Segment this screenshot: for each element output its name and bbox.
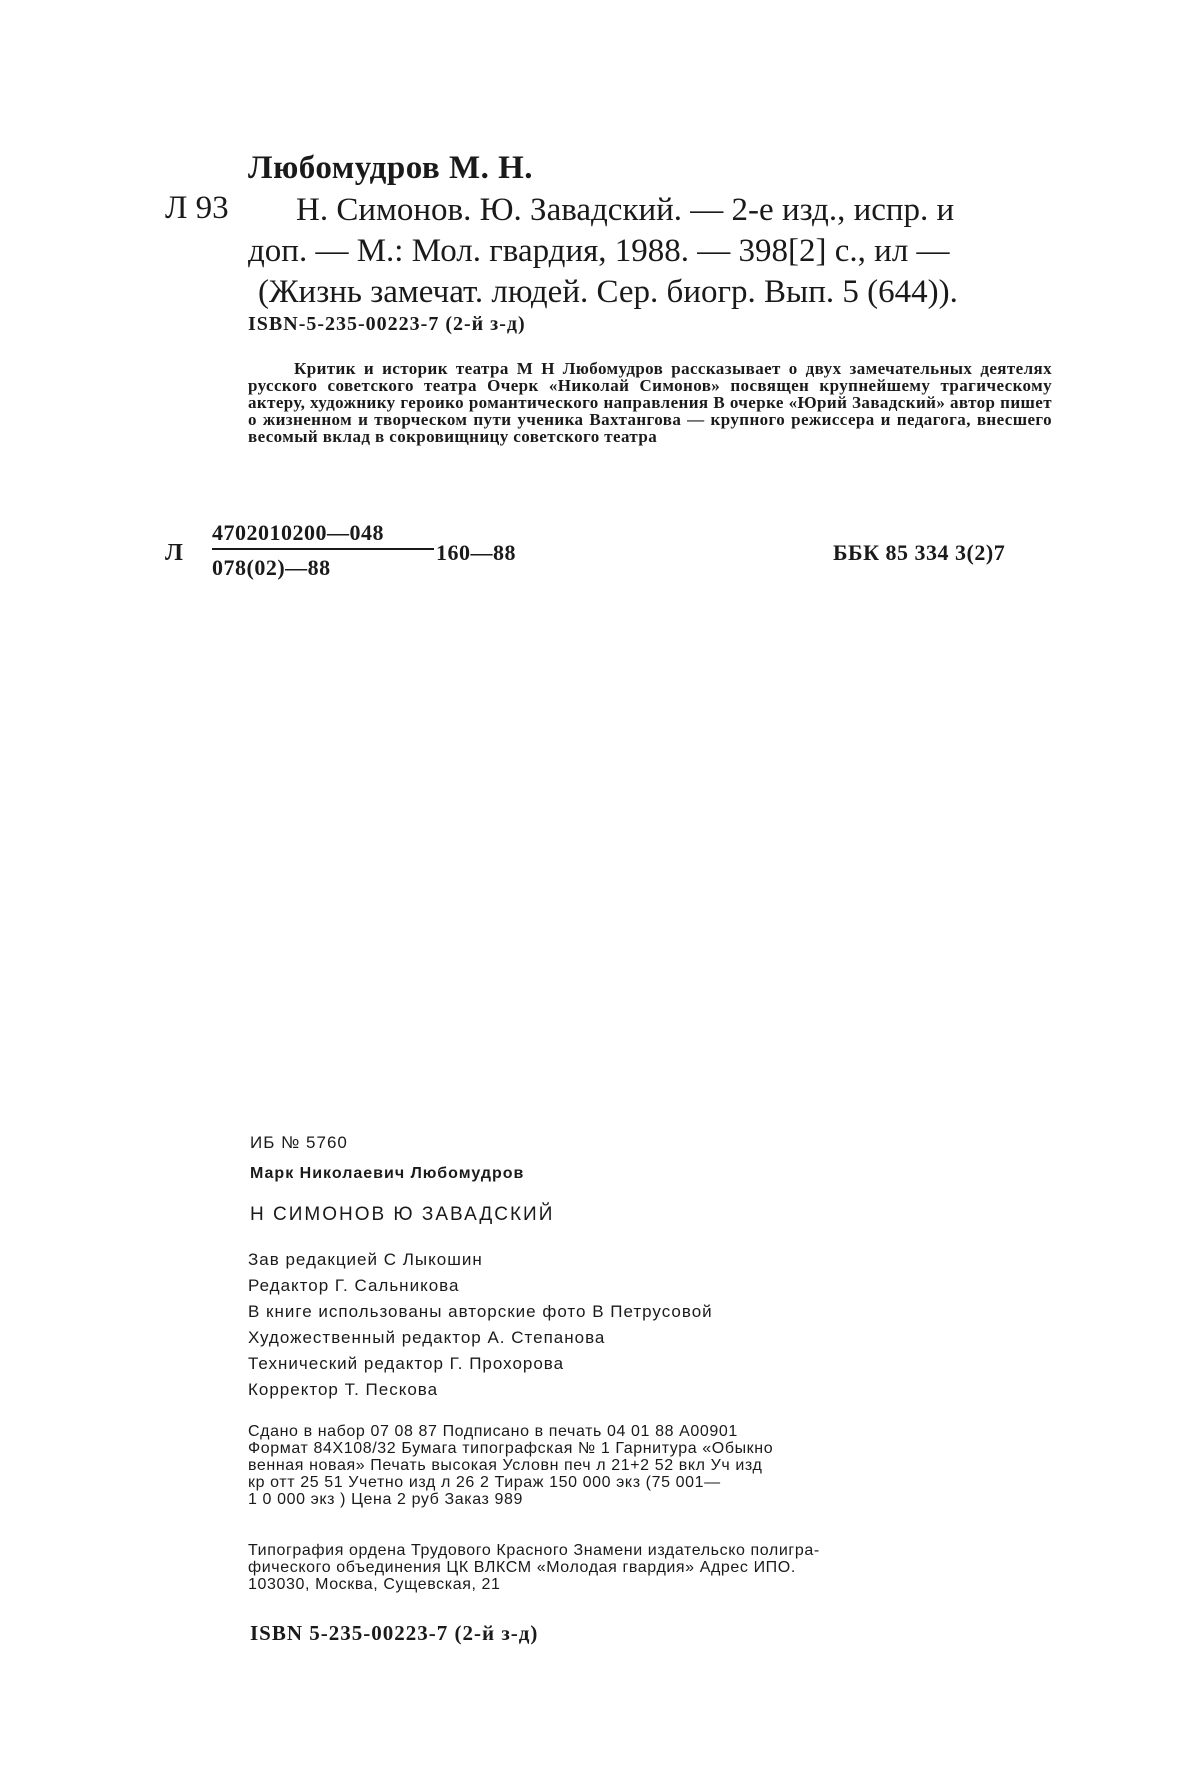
catalog-description xyxy=(248,190,1056,313)
catalog-code-letter: Л xyxy=(165,540,183,566)
imprint-credit-line: Технический редактор Г. Прохорова xyxy=(248,1354,565,1373)
catalog-annotation: Критик и историк театра М Н Любомудров рассказывает о двух замечательных деятелях русского советского театра Очерк «Николай Симонов» посвящен крупнейшему трагическому актеру, художнику героико романтического направления В очерке «Юрий Завадский» автор пишет о жизненном и творческом пути ученика Вахтангова — крупного режиссера и педагога, внесшего весомый вклад в сокровищницу советского театра xyxy=(248,359,1052,446)
catalog-author: Любомудров М. Н. xyxy=(248,150,534,186)
imprint-credit-line: Редактор Г. Сальникова xyxy=(248,1276,460,1295)
catalog-classmark: Л 93 xyxy=(165,190,229,226)
imprint-typography-line: 103030, Москва, Сущевская, 21 xyxy=(248,1576,501,1593)
imprint-credit-line: Корректор Т. Пескова xyxy=(248,1380,439,1399)
catalog-description-line: Н. Симонов. Ю. Завадский. — 2-е изд., испр. и xyxy=(296,192,955,228)
imprint-isbn-bottom: ISBN 5-235-00223-7 (2-й з-д) xyxy=(250,1621,539,1645)
imprint-typography xyxy=(248,1542,1052,1593)
imprint-print-line: кр отт 25 51 Учетно изд л 26 2 Тираж 150 000 экз (75 001— xyxy=(248,1474,721,1491)
catalog-fraction-denominator: 078(02)—88 xyxy=(212,555,331,580)
imprint-print-details xyxy=(248,1423,1052,1508)
imprint-credits xyxy=(248,1247,1048,1403)
catalog-bbk: ББК 85 334 3(2)7 xyxy=(833,540,1006,565)
imprint-print-line: 1 0 000 экз ) Цена 2 руб Заказ 989 xyxy=(248,1491,524,1508)
imprint-book-title: Н СИМОНОВ Ю ЗАВАДСКИЙ xyxy=(250,1204,555,1225)
imprint-author-full: Марк Николаевич Любомудров xyxy=(250,1165,525,1182)
catalog-description-line: доп. — М.: Мол. гвардия, 1988. — 398[2] с., ил — xyxy=(248,233,950,269)
catalog-fraction-bar xyxy=(212,548,434,550)
imprint-ib-number: ИБ № 5760 xyxy=(250,1133,348,1152)
imprint-credit-line: Художественный редактор А. Степанова xyxy=(248,1328,606,1347)
catalog-description-line: (Жизнь замечат. людей. Сер. биогр. Вып. 5 (644)). xyxy=(258,274,958,310)
imprint-print-line: венная новая» Печать высокая Условн печ л 21+2 52 вкл Уч изд xyxy=(248,1457,763,1474)
imprint-print-line: Сдано в набор 07 08 87 Подписано в печать 04 01 88 А00901 xyxy=(248,1423,738,1440)
imprint-typography-line: Типография ордена Трудового Красного Знамени издательско полигра- xyxy=(248,1542,820,1559)
imprint-typography-line: фического объединения ЦК ВЛКСМ «Молодая гвардия» Адрес ИПО. xyxy=(248,1559,796,1576)
imprint-print-line: Формат 84Х108/32 Бумага типографская № 1 Гарнитура «Обыкно xyxy=(248,1440,774,1457)
imprint-credit-line: В книге использованы авторские фото В Петрусовой xyxy=(248,1302,713,1321)
catalog-fraction-right: 160—88 xyxy=(436,540,516,565)
catalog-fraction-numerator: 4702010200—048 xyxy=(212,520,384,545)
catalog-isbn: ISBN-5-235-00223-7 (2-й з-д) xyxy=(248,313,526,335)
imprint-credit-line: Зав редакцией С Лыкошин xyxy=(248,1250,483,1269)
